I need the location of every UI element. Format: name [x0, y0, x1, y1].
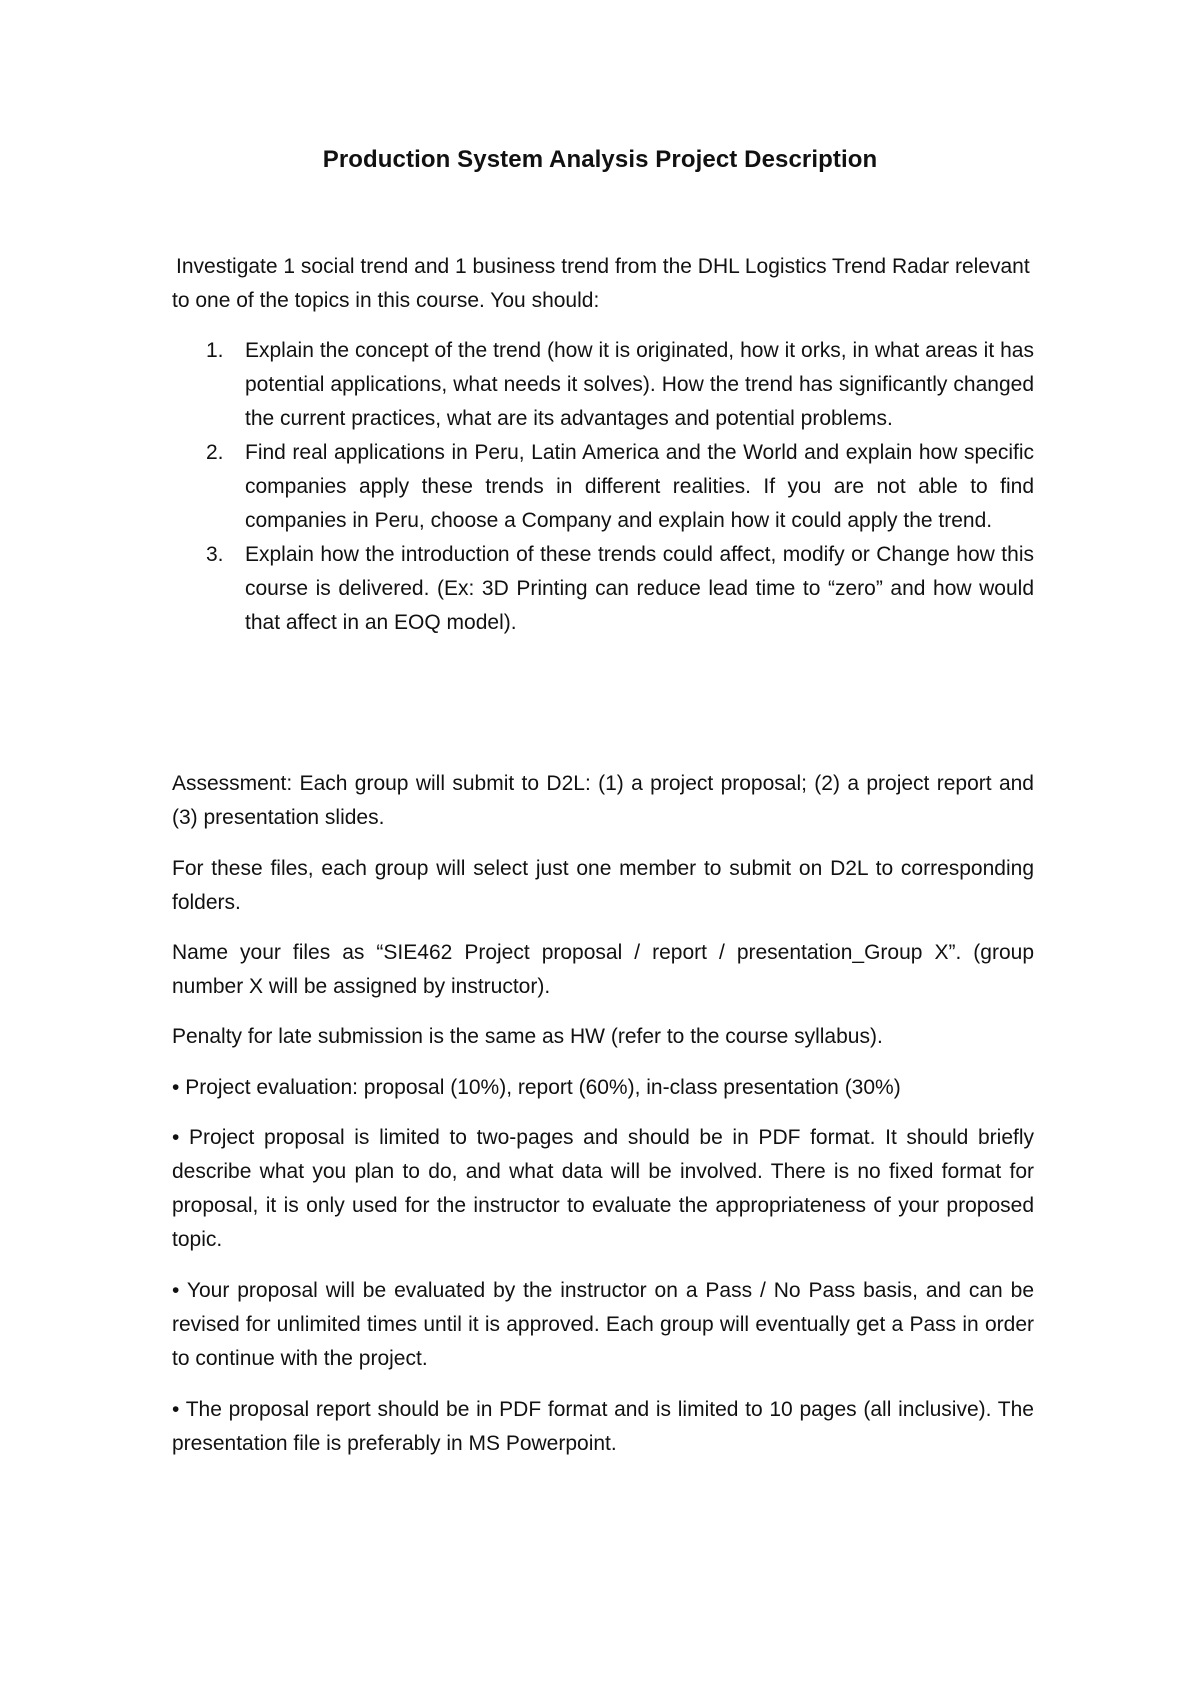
bullet-icon: • — [172, 1398, 180, 1421]
task-number: 1. — [206, 339, 224, 362]
task-text: Find real applications in Peru, Latin America and the World and explain how specific companies apply these trends in different realities. If you are not able to find companies in Peru, choose a Company and explain how it could apply the trend. — [245, 441, 1034, 532]
bullet-text: The proposal report should be in PDF format and is limited to 10 pages (all inclusive). The presentation file is preferably in MS Powerpoint. — [172, 1398, 1034, 1455]
submission-paragraph: For these files, each group will select just one member to submit on D2L to corresponding folders. — [172, 857, 1034, 914]
penalty-paragraph: Penalty for late submission is the same as HW (refer to the course syllabus). — [172, 1025, 883, 1048]
bullet-proposal-evaluation — [172, 1274, 1034, 1376]
task-item-3 — [172, 538, 1034, 640]
intro-paragraph: Investigate 1 social trend and 1 business trend from the DHL Logistics Trend Radar relevant to one of the topics in this course. You should: — [172, 255, 1030, 312]
task-number: 2. — [206, 441, 224, 464]
bullet-icon: • — [172, 1279, 180, 1302]
task-text: Explain how the introduction of these trends could affect, modify or Change how this course is delivered. (Ex: 3D Printing can reduce lead time to “zero” and how would that affect in an EOQ model). — [245, 543, 1034, 634]
document-title: Production System Analysis Project Description — [322, 146, 878, 173]
file-naming-paragraph: Name your files as “SIE462 Project proposal / report / presentation_Group X”. (group number X will be assigned by instructor). — [172, 941, 1034, 998]
bullet-text: Your proposal will be evaluated by the instructor on a Pass / No Pass basis, and can be revised for unlimited times until it is approved. Each group will eventually get a Pass in order to continue with the project. — [172, 1279, 1034, 1370]
task-number: 3. — [206, 543, 224, 566]
assessment-paragraph: Assessment: Each group will submit to D2L: (1) a project proposal; (2) a project report and (3) presentation slides. — [172, 772, 1034, 829]
bullet-icon: • — [172, 1076, 180, 1099]
task-item-1 — [172, 334, 1034, 436]
task-list — [172, 334, 1034, 640]
task-text: Explain the concept of the trend (how it is originated, how it orks, in what areas it has potential applications, what needs it solves). How the trend has significantly changed the current practices, what are its advantages and potential problems. — [245, 339, 1034, 430]
bullet-proposal-format — [172, 1121, 1034, 1257]
bullet-icon: • — [172, 1126, 180, 1149]
bullet-evaluation — [172, 1071, 1034, 1105]
bullet-report-format — [172, 1393, 1034, 1461]
task-item-2 — [172, 436, 1034, 538]
bullet-text: Project evaluation: proposal (10%), report (60%), in-class presentation (30%) — [185, 1076, 901, 1099]
bullet-text: Project proposal is limited to two-pages and should be in PDF format. It should briefly describe what you plan to do, and what data will be involved. There is no fixed format for proposal, it is only used for the instructor to evaluate the appropriateness of your proposed topic. — [172, 1126, 1034, 1251]
